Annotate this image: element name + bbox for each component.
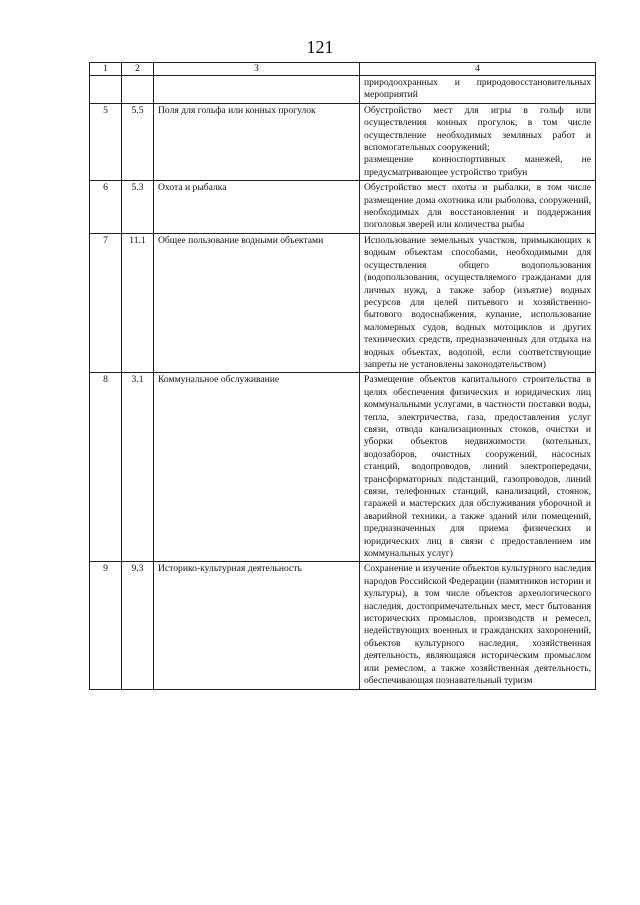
row-name-cell: Поля для гольфа или конных прогулок bbox=[154, 103, 360, 180]
row-number-cell: 7 bbox=[90, 233, 122, 372]
table-row bbox=[90, 103, 596, 180]
table-row bbox=[90, 233, 596, 372]
row-number-cell: 6 bbox=[90, 181, 122, 234]
row-name-cell: Коммунальное обслуживание bbox=[154, 373, 360, 562]
row-number-cell: 9 bbox=[90, 562, 122, 689]
description-paragraph: Обустройство мест для игры в гольф или осуществления конных прогулок, в том числе осуществление необходимых земляных работ и вспомогательных сооружений; bbox=[364, 104, 591, 154]
row-description-cell bbox=[360, 562, 596, 689]
row-description-cell bbox=[360, 233, 596, 372]
row-description-cell bbox=[360, 181, 596, 234]
row-code-cell bbox=[122, 76, 154, 104]
description-paragraph: размещение конноспортивных манежей, не предусматривающее устройство трибун bbox=[364, 154, 591, 178]
table-header-row bbox=[90, 63, 596, 76]
description-paragraph: Размещение объектов капитального строительства в целях обеспечения физических и юридических лиц коммунальными услугами, в частности поставки воды, тепла, электричества, газа, предоставления услуг связи, отвода канализационных стоков, очистки и уборки объектов недвижимости (котельных, водозаборов, очистных сооружений, насосных станций, водопроводов, линий электропередачи, трансформаторных подстанций, газопроводов, линий связи, телефонных станций, канализаций, стоянок, гаражей и мастерских для обслуживания уборочной и аварийной техники, а также зданий или помещений, предназначенных для приема физических и юридических лиц в связи с предоставлением им коммунальных услуг) bbox=[364, 374, 591, 560]
row-number-cell: 8 bbox=[90, 373, 122, 562]
column-header-1: 1 bbox=[90, 63, 122, 76]
land-use-table bbox=[89, 62, 596, 690]
description-paragraph: Сохранение и изучение объектов культурного наследия народов Российской Федерации (памятников истории и культуры), в том числе объектов археологического наследия, достопримечательных мест, мест бытования исторических промыслов, производств и ремесел, недействующих военных и гражданских захоронений, объектов культурного наследия, хозяйственная деятельность, являющаяся историческим промыслом или ремеслом, а также хозяйственная деятельность, обеспечивающая познавательный туризм bbox=[364, 563, 591, 687]
row-name-cell: Общее пользование водными объектами bbox=[154, 233, 360, 372]
row-code-cell: 5.3 bbox=[122, 181, 154, 234]
page-number: 121 bbox=[306, 37, 334, 57]
description-paragraph: Обустройство мест охоты и рыбалки, в том числе размещение дома охотника или рыболова, сооружений, необходимых для восстановления и поддержания поголовья зверей или количества рыбы bbox=[364, 182, 591, 231]
column-header-4: 4 bbox=[360, 63, 596, 76]
row-code-cell: 3.1 bbox=[122, 373, 154, 562]
row-code-cell: 5.5 bbox=[122, 103, 154, 180]
description-paragraph: природоохранных и природовосстановительных мероприятий bbox=[364, 77, 591, 101]
row-description-cell bbox=[360, 76, 596, 104]
row-number-cell: 5 bbox=[90, 103, 122, 180]
row-name-cell: Историко-культурная деятельность bbox=[154, 562, 360, 689]
row-name-cell bbox=[154, 76, 360, 104]
row-description-cell bbox=[360, 103, 596, 180]
row-number-cell bbox=[90, 76, 122, 104]
row-code-cell: 9.3 bbox=[122, 562, 154, 689]
column-header-3: 3 bbox=[154, 63, 360, 76]
description-paragraph: Использование земельных участков, примыкающих к водным объектам способами, необходимыми для осуществления общего водопользования (водопользования, осуществляемого гражданами для личных нужд, а также забор (изъятие) водных ресурсов для целей питьевого и хозяйственно-бытового водоснабжения, купание, использование маломерных судов, водных мотоциклов и других технических средств, предназначенных для отдыха на водных объектах, водопой, если соответствующие запреты не установлены законодательством) bbox=[364, 234, 591, 370]
table-row-continuation bbox=[90, 76, 596, 104]
table-row bbox=[90, 562, 596, 689]
row-description-cell bbox=[360, 373, 596, 562]
row-code-cell: 11.1 bbox=[122, 233, 154, 372]
table-row bbox=[90, 373, 596, 562]
column-header-2: 2 bbox=[122, 63, 154, 76]
row-name-cell: Охота и рыбалка bbox=[154, 181, 360, 234]
table-row bbox=[90, 181, 596, 234]
